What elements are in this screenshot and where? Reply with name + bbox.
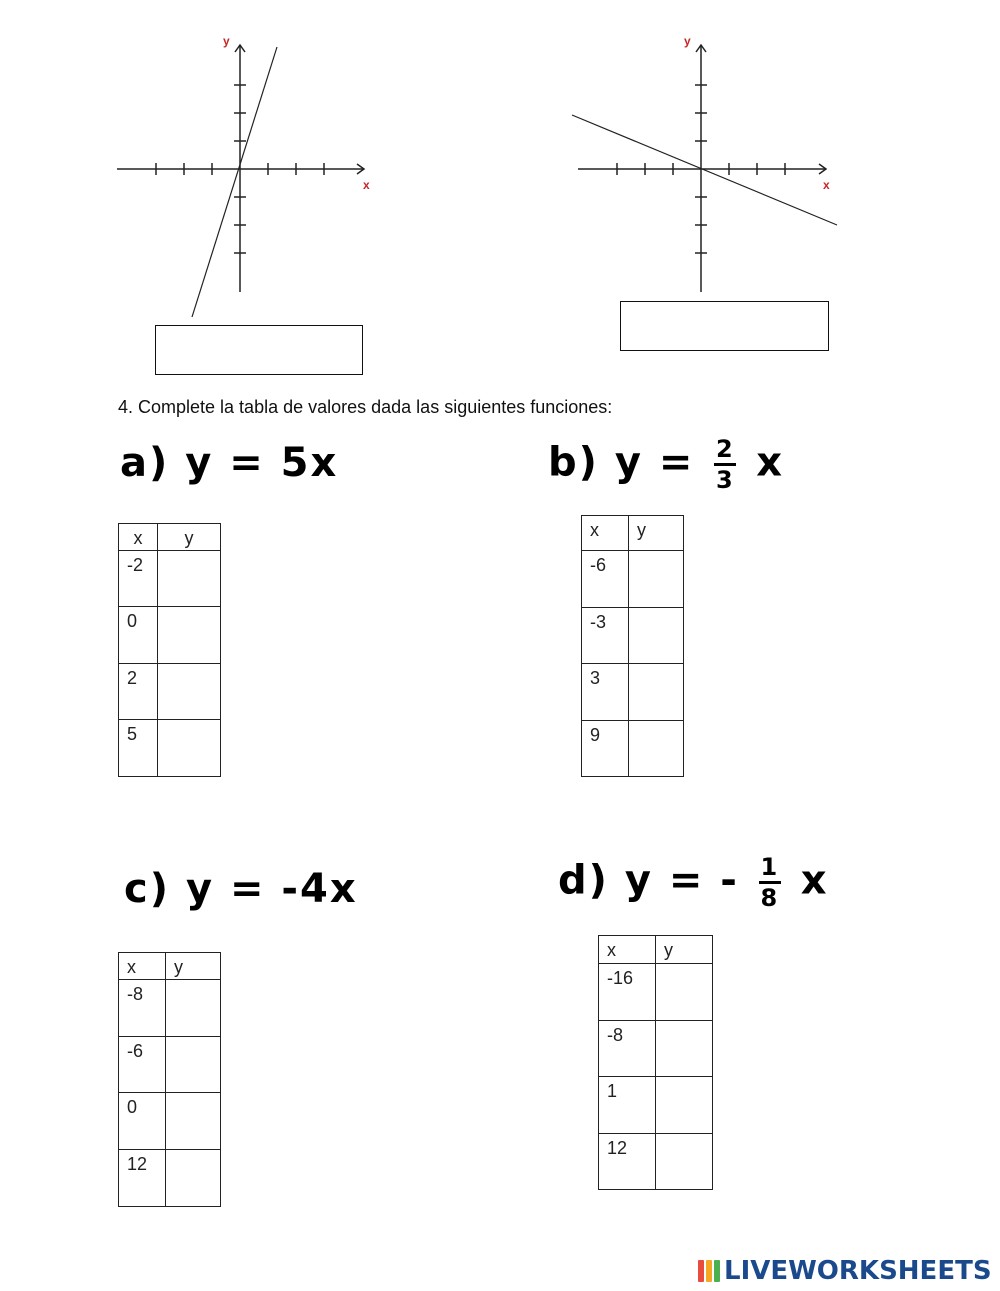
- function-a-expression: y = 5x: [185, 440, 339, 486]
- table-c-header-y: y: [166, 953, 221, 980]
- logo-block: [706, 1260, 712, 1282]
- table-d: [598, 935, 713, 1190]
- table-a-y-input[interactable]: [158, 607, 221, 664]
- table-c-x-cell: 12: [119, 1150, 166, 1207]
- graph-2-x-label: x: [823, 178, 830, 192]
- table-row: [599, 1021, 713, 1077]
- graph-2-answer-box[interactable]: [620, 301, 829, 351]
- table-row: [119, 551, 221, 607]
- table-a-x-cell: 0: [119, 607, 158, 664]
- table-b-x-cell: 3: [582, 664, 629, 721]
- function-c: [124, 866, 358, 912]
- table-c-y-input[interactable]: [166, 1037, 221, 1093]
- table-c-x-cell: -8: [119, 980, 166, 1037]
- function-b-lhs: y =: [614, 439, 695, 486]
- function-c-expression: y = -4x: [185, 866, 358, 912]
- table-a-x-cell: -2: [119, 551, 158, 607]
- table-a-x-cell: 5: [119, 720, 158, 777]
- function-b-label: b): [548, 439, 599, 486]
- instruction-text: 4. Complete la tabla de valores dada las siguientes funciones:: [118, 397, 613, 417]
- function-a-label: a): [120, 440, 170, 486]
- table-a-x-cell: 2: [119, 664, 158, 720]
- graph-2-y-label: y: [684, 34, 691, 48]
- table-d-y-input[interactable]: [656, 1021, 713, 1077]
- function-b-fraction: [714, 437, 736, 492]
- table-c: [118, 952, 221, 1207]
- table-b-header-y: y: [629, 516, 684, 551]
- table-b-y-input[interactable]: [629, 664, 684, 721]
- table-row: [582, 664, 684, 721]
- table-c-y-input[interactable]: [166, 1150, 221, 1207]
- liveworksheets-logo[interactable]: [698, 1256, 992, 1286]
- table-d-y-input[interactable]: [656, 1134, 713, 1190]
- table-row: [599, 1077, 713, 1134]
- table-c-x-cell: -6: [119, 1037, 166, 1093]
- table-row: [119, 607, 221, 664]
- table-b-y-input[interactable]: [629, 551, 684, 608]
- function-d-denominator: 8: [760, 884, 780, 912]
- table-a-y-input[interactable]: [158, 664, 221, 720]
- table-d-y-input[interactable]: [656, 964, 713, 1021]
- graph-2-function-line: [572, 115, 837, 225]
- table-c-y-input[interactable]: [166, 1093, 221, 1150]
- function-a: [120, 440, 338, 486]
- table-row: [599, 1134, 713, 1190]
- logo-block: [698, 1260, 704, 1282]
- table-d-x-cell: 1: [599, 1077, 656, 1134]
- table-b-header-x: x: [582, 516, 629, 551]
- table-a-y-input[interactable]: [158, 720, 221, 777]
- table-c-x-cell: 0: [119, 1093, 166, 1150]
- table-b-x-cell: 9: [582, 721, 629, 777]
- function-d-fraction: [759, 855, 781, 910]
- table-row: [582, 608, 684, 664]
- table-row: [582, 551, 684, 608]
- table-d-header-x: x: [599, 936, 656, 964]
- table-row: [119, 664, 221, 720]
- table-row: [119, 980, 221, 1037]
- function-b: [548, 437, 784, 492]
- function-d-numerator: 1: [760, 853, 780, 881]
- graph-2: [0, 0, 1000, 380]
- table-d-x-cell: -16: [599, 964, 656, 1021]
- table-d-x-cell: -8: [599, 1021, 656, 1077]
- logo-block: [714, 1260, 720, 1282]
- table-row: [119, 1093, 221, 1150]
- function-b-numerator: 2: [715, 435, 735, 463]
- function-d: [558, 855, 829, 910]
- table-a-header-y: y: [158, 524, 221, 551]
- table-d-y-input[interactable]: [656, 1077, 713, 1134]
- table-row: [119, 1037, 221, 1093]
- table-b: [581, 515, 684, 777]
- table-row: [582, 721, 684, 777]
- function-b-variable: x: [756, 439, 785, 486]
- graph-1-x-label: x: [363, 178, 370, 192]
- function-b-denominator: 3: [715, 466, 735, 494]
- logo-blocks-icon: [698, 1260, 720, 1282]
- table-row: [119, 720, 221, 777]
- function-c-label: c): [124, 866, 170, 912]
- table-row: [599, 964, 713, 1021]
- table-a-header-x: x: [119, 524, 158, 551]
- logo-text: LIVEWORKSHEETS: [724, 1256, 992, 1286]
- function-d-label: d): [558, 857, 609, 904]
- table-b-x-cell: -3: [582, 608, 629, 664]
- table-b-x-cell: -6: [582, 551, 629, 608]
- function-d-lhs: y = -: [624, 857, 739, 904]
- table-d-x-cell: 12: [599, 1134, 656, 1190]
- table-b-y-input[interactable]: [629, 608, 684, 664]
- table-b-y-input[interactable]: [629, 721, 684, 777]
- table-d-header-y: y: [656, 936, 713, 964]
- table-a: [118, 523, 221, 777]
- table-a-y-input[interactable]: [158, 551, 221, 607]
- function-d-variable: x: [800, 857, 829, 904]
- table-c-header-x: x: [119, 953, 166, 980]
- table-row: [119, 1150, 221, 1207]
- graph-1-y-label: y: [223, 34, 230, 48]
- table-c-y-input[interactable]: [166, 980, 221, 1037]
